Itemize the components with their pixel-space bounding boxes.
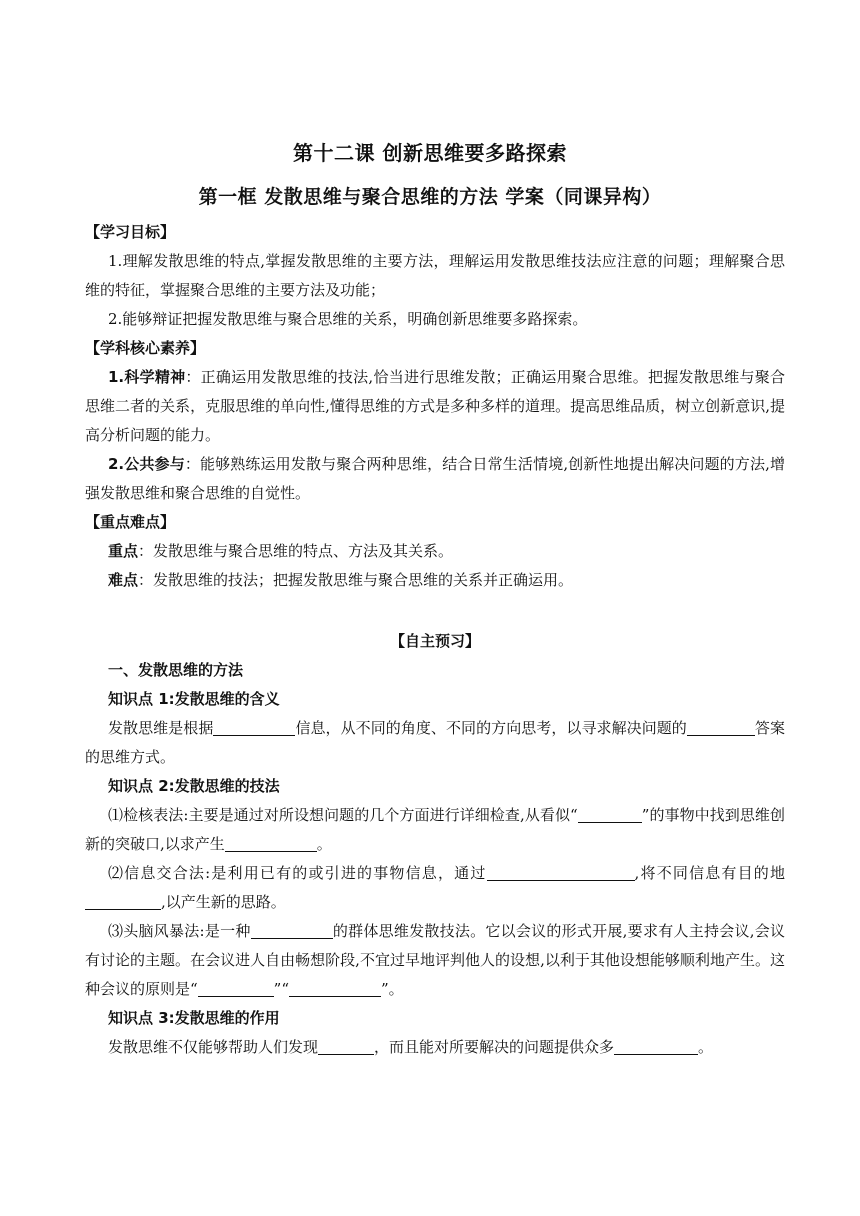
knowledge-3-title: 知识点 3:发散思维的作用 [108,1009,280,1027]
goal-item-1: 1.理解发散思维的特点,掌握发散思维的主要方法，理解运用发散思维技法应注意的问题；理解聚合思维的特征，掌握聚合思维的主要方法及功能； [85,252,785,299]
section-1-heading: 一、发散思维的方法 [108,661,244,679]
difficulty-text: ：发散思维的技法；把握发散思维与聚合思维的关系并正确运用。 [138,571,574,589]
literacy-item-1-label: 1.科学精神 [108,368,186,386]
fill-blank[interactable] [318,1036,374,1055]
difficulty-line [85,566,785,595]
fill-blank[interactable] [225,833,317,852]
k2-p1-text-a: ⑴检核表法:主要是通过对所设想问题的几个方面进行详细检查,从看似“ [108,806,578,824]
literacy-heading: 【学科核心素养】 [85,339,206,357]
k2-p3-text-a: ⑶头脑风暴法:是一种 [108,922,251,940]
literacy-item-2-text: ：能够熟练运用发散与聚合两种思维，结合日常生活情境,创新性地提出解决问题的方法,增强发散思维和聚合思维的自觉性。 [85,455,785,502]
section-spacer [85,595,785,627]
fill-blank[interactable] [578,804,642,823]
fill-blank[interactable] [614,1036,698,1055]
knowledge-1-text [85,714,785,772]
lesson-title: 第十二课 创新思维要多路探索 [293,141,567,165]
k2-p2-text-b: ,将不同信息有目的地 [634,864,785,882]
knowledge-2-item-1 [85,801,785,859]
k3-text-c: 。 [698,1038,714,1056]
k1-text-b: 信息，从不同的角度、不同的方向思考，以寻求解决问题的 [295,719,687,737]
k2-p3-text-c: ”“ [273,980,290,998]
literacy-item-1-text: ：正确运用发散思维的技法,恰当进行思维发散；正确运用聚合思维。把握发散思维与聚合思维二者的关系，克服思维的单向性,懂得思维的方式是多种多样的道理。提高思维品质，树立创新意识,提高分析问题的能力。 [85,368,785,444]
k2-p3-text-d: ”。 [381,980,404,998]
fill-blank[interactable] [213,717,295,736]
document-body [85,218,785,1062]
lesson-subtitle: 第一框 发散思维与聚合思维的方法 学案（同课异构） [198,186,662,208]
literacy-item-2-label: 2.公共参与 [108,455,185,473]
preview-heading: 【自主预习】 [389,632,480,650]
k2-p2-text-a: ⑵信息交合法:是利用已有的或引进的事物信息，通过 [108,864,487,882]
knowledge-2-item-2 [85,859,785,917]
knowledge-1-title: 知识点 1:发散思维的含义 [108,690,280,708]
literacy-item-1 [85,363,785,450]
k3-text-a: 发散思维不仅能够帮助人们发现 [108,1038,319,1056]
k2-p1-text-b: ”的事物中找到思维创新的突破口,以求产生 [85,806,785,853]
literacy-item-2 [85,450,785,508]
keypoints-heading: 【重点难点】 [85,513,176,531]
fill-blank[interactable] [85,891,161,910]
k1-text-c: 答案的思维方式。 [85,719,785,766]
knowledge-2-item-3 [85,917,785,1004]
k2-p3-text-b: 的群体思维发散技法。它以会议的形式开展,要求有人主持会议,会议有讨论的主题。在会议进人自由畅想阶段,不宜过早地评判他人的设想,以利于其他设想能够顺利地产生。这种会议的原则是“ [85,922,785,998]
k3-text-b: ，而且能对所要解决的问题提供众多 [374,1038,615,1056]
fill-blank[interactable] [251,920,333,939]
focus-label: 重点 [108,542,139,560]
difficulty-label: 难点 [108,571,139,589]
k2-p1-text-c: 。 [316,835,332,853]
fill-blank[interactable] [487,862,635,881]
focus-line [85,537,785,566]
fill-blank[interactable] [687,717,755,736]
fill-blank[interactable] [289,978,381,997]
fill-blank[interactable] [198,978,274,997]
knowledge-3-text [85,1033,785,1062]
goal-item-2: 2.能够辩证把握发散思维与聚合思维的关系，明确创新思维要多路探索。 [108,310,588,328]
focus-text: ：发散思维与聚合思维的特点、方法及其关系。 [138,542,454,560]
knowledge-2-title: 知识点 2:发散思维的技法 [108,777,280,795]
k1-text-a: 发散思维是根据 [108,719,214,737]
k2-p2-text-c: ,以产生新的思路。 [161,893,286,911]
goals-heading: 【学习目标】 [85,223,176,241]
